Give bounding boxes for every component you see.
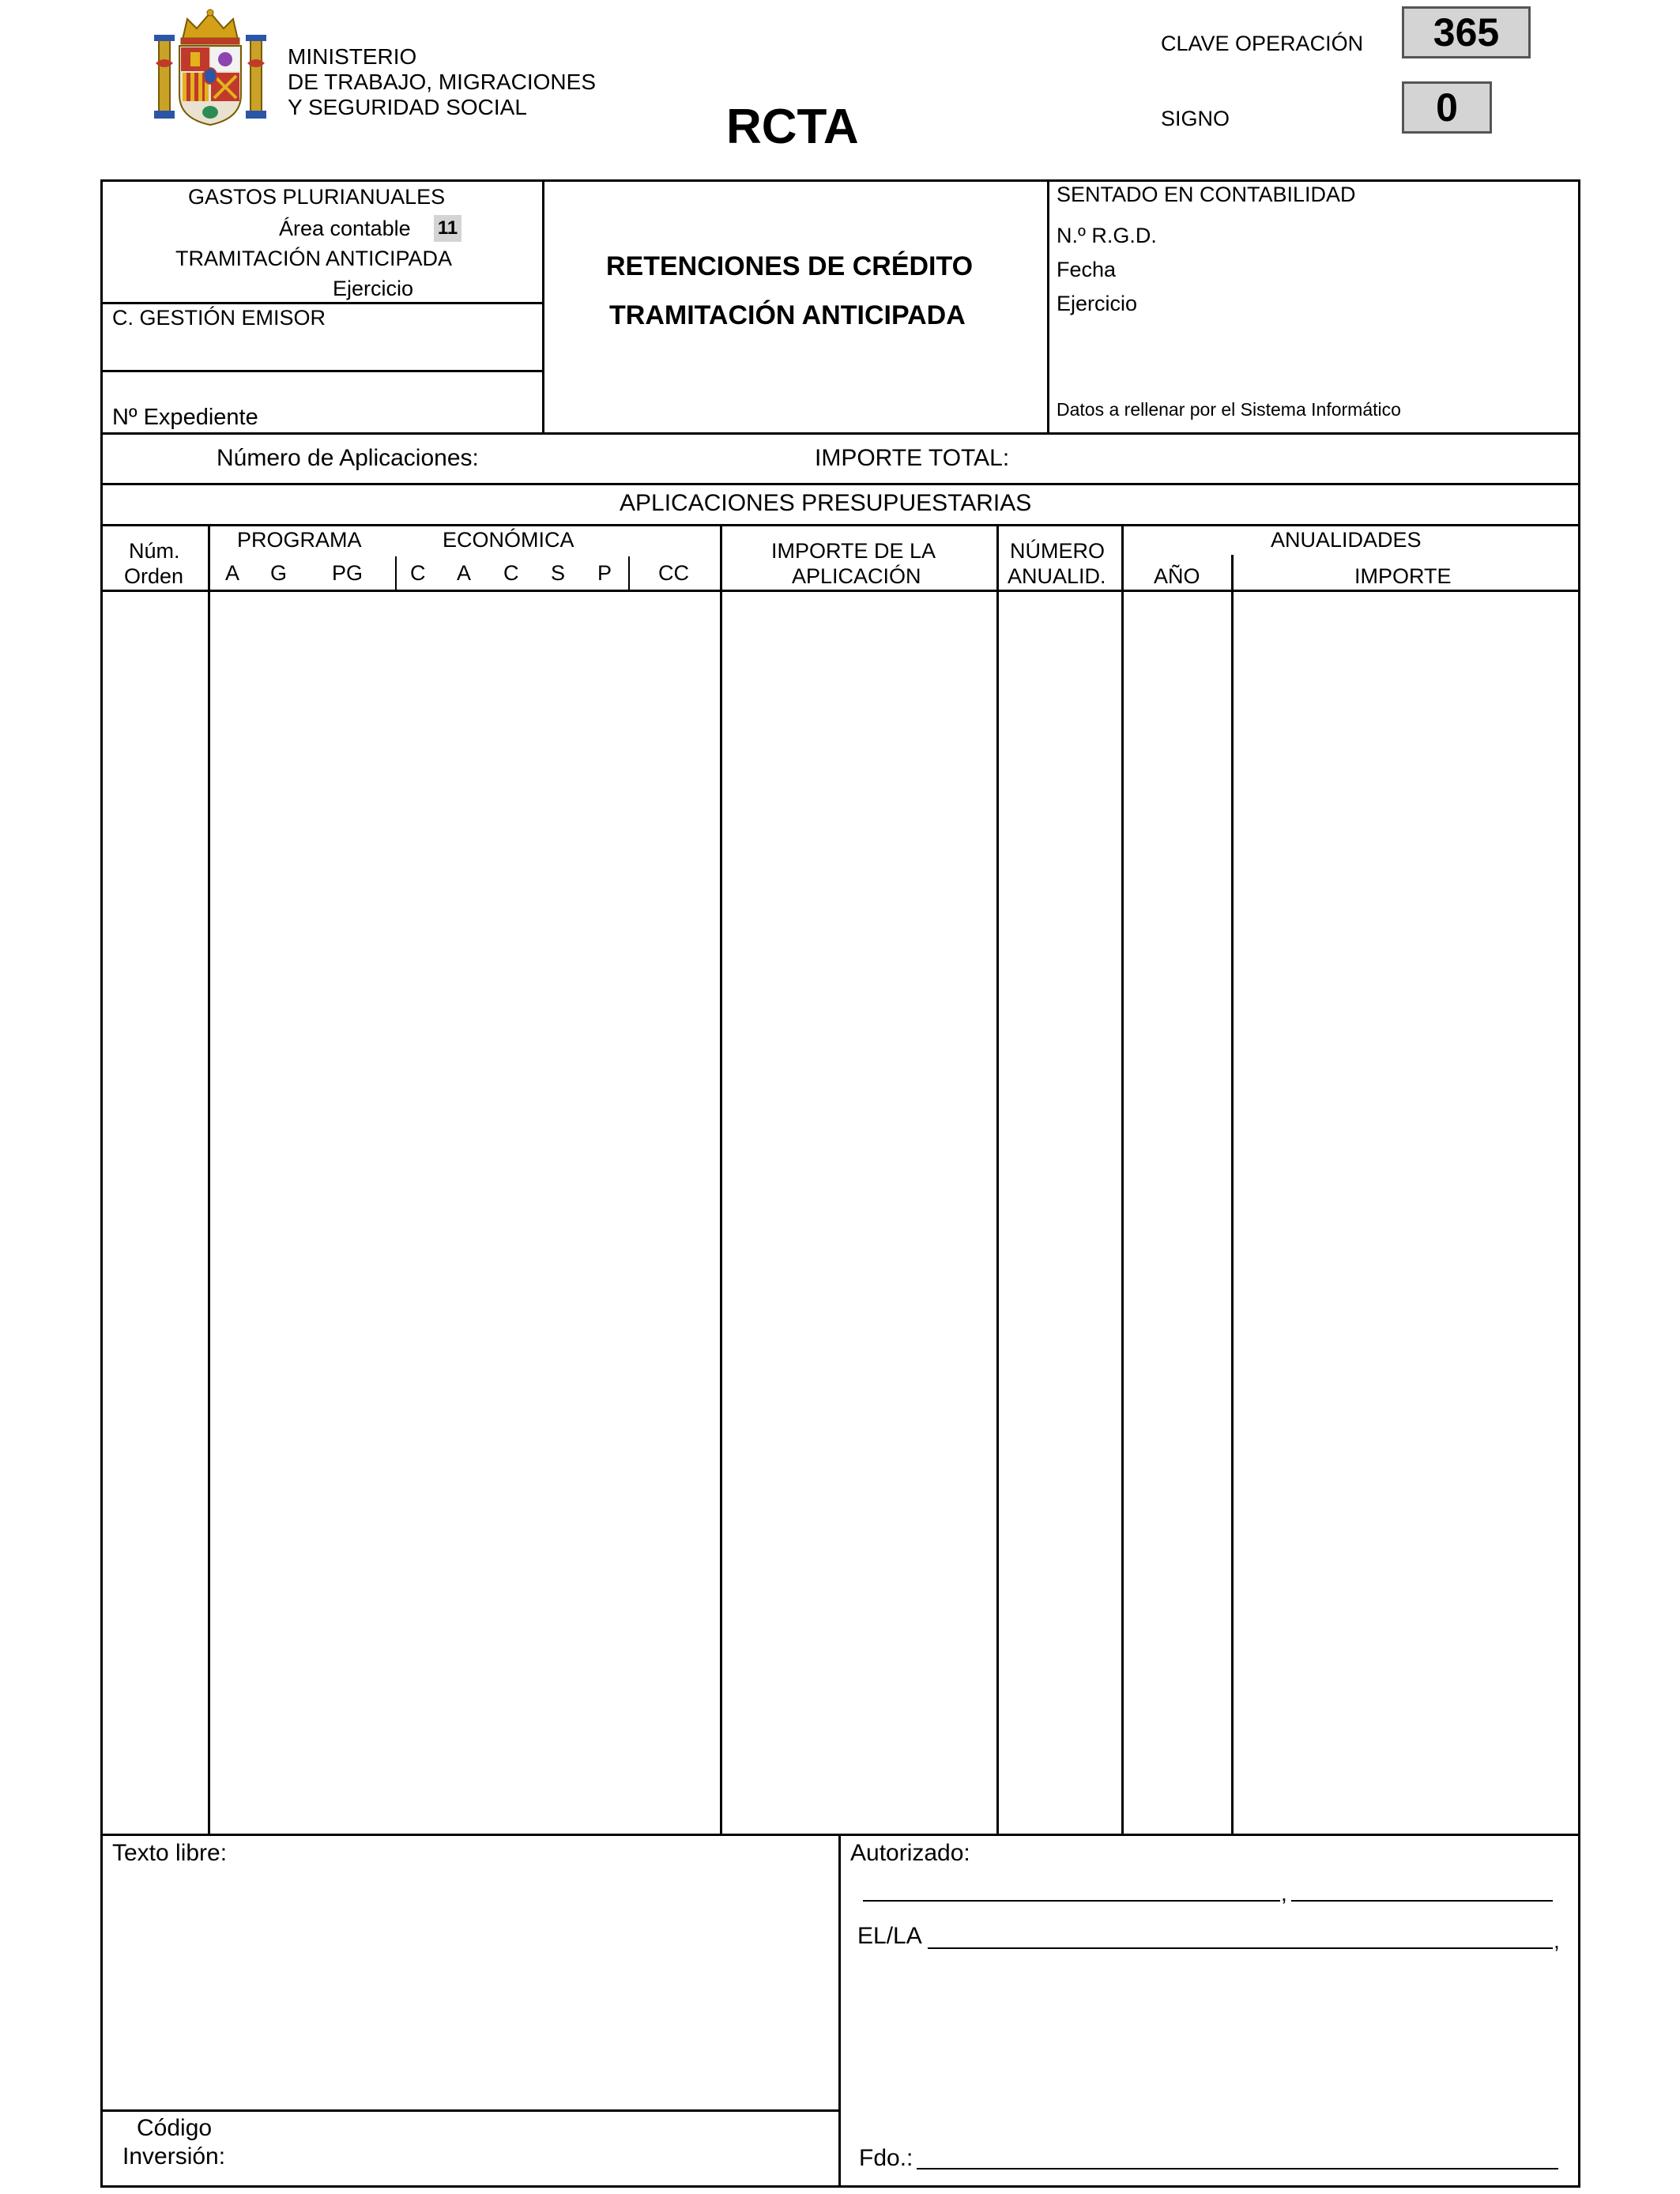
ministry-line-3: Y SEGURIDAD SOCIAL (288, 95, 527, 119)
ejercicio-label: Ejercicio (333, 277, 414, 300)
sistema-informatico-note: Datos a rellenar por el Sistema Informático (1057, 399, 1401, 420)
fecha-label: Fecha (1057, 258, 1117, 281)
clave-operacion-label: CLAVE OPERACIÓN (1161, 32, 1364, 55)
signature-comma-2: , (1554, 1928, 1560, 1953)
area-contable-label: Área contable (279, 217, 411, 240)
economica-header: ECONÓMICA (443, 528, 574, 552)
tramitacion-anticipada-title: TRAMITACIÓN ANTICIPADA (609, 300, 966, 330)
importe-aplicacion-header-1: IMPORTE DE LA (771, 539, 936, 563)
divider (100, 524, 1580, 526)
divider (100, 483, 1580, 485)
divider (1047, 179, 1049, 434)
anualidades-header: ANUALIDADES (1271, 528, 1422, 552)
sub-header-a2: A (457, 561, 472, 585)
importe-aplicacion-header-2: APLICACIÓN (792, 564, 921, 588)
num-orden-header-2: Orden (124, 564, 184, 588)
sentado-contabilidad-label: SENTADO EN CONTABILIDAD (1057, 183, 1356, 206)
column-divider (996, 524, 999, 1834)
clave-operacion-value: 365 (1402, 6, 1531, 58)
gestion-emisor-label: C. GESTIÓN EMISOR (112, 306, 326, 330)
num-orden-header-1: Núm. (129, 539, 180, 563)
footer-divider (838, 1834, 841, 2188)
ministry-line-2: DE TRABAJO, MIGRACIONES (288, 70, 596, 94)
anio-header: AÑO (1154, 564, 1200, 588)
divider (542, 179, 544, 434)
column-divider (720, 524, 722, 1834)
retenciones-credito-title: RETENCIONES DE CRÉDITO (606, 251, 974, 281)
column-divider (1121, 524, 1124, 1834)
footer-divider (100, 2109, 840, 2112)
divider (100, 370, 544, 372)
column-divider (208, 524, 210, 1834)
importe-total-label: IMPORTE TOTAL: (815, 445, 1010, 471)
ejercicio-right-label: Ejercicio (1057, 292, 1138, 315)
numero-aplicaciones-label: Número de Aplicaciones: (217, 445, 479, 471)
sub-header-c2: C (503, 561, 519, 585)
codigo-label: Código (137, 2115, 213, 2141)
signature-place-line[interactable] (863, 1900, 1280, 1902)
aplicaciones-presupuestarias-title: APLICACIONES PRESUPUESTARIAS (620, 490, 1032, 516)
sub-header-s: S (551, 561, 566, 585)
numero-anualid-header-1: NÚMERO (1010, 539, 1105, 563)
sub-header-g: G (270, 561, 288, 585)
gastos-plurianuales-label: GASTOS PLURIANUALES (188, 185, 446, 209)
sub-header-pg: PG (332, 561, 363, 585)
inversion-label: Inversión: (122, 2143, 226, 2169)
divider (100, 302, 544, 304)
area-contable-value: 11 (434, 215, 461, 242)
coat-of-arms-logo (153, 8, 268, 128)
autorizado-label: Autorizado: (850, 1840, 970, 1866)
sub-header-p: P (597, 561, 612, 585)
subcolumn-divider (628, 556, 630, 591)
el-la-line[interactable] (928, 1947, 1553, 1949)
rgd-label: N.º R.G.D. (1057, 224, 1157, 247)
fdo-label: Fdo.: (859, 2145, 913, 2171)
fdo-signature-line[interactable] (917, 2168, 1558, 2169)
divider (100, 590, 1580, 592)
signo-label: SIGNO (1161, 107, 1230, 130)
numero-anualid-header-2: ANUALID. (1008, 564, 1106, 588)
importe-anualidad-header: IMPORTE (1354, 564, 1452, 588)
signature-date-line[interactable] (1291, 1900, 1553, 1902)
texto-libre-label: Texto libre: (112, 1840, 228, 1866)
sub-header-cc: CC (658, 561, 689, 585)
sub-header-a: A (225, 561, 240, 585)
el-la-label: EL/LA (857, 1923, 922, 1949)
tramitacion-anticipada-label: TRAMITACIÓN ANTICIPADA (175, 247, 453, 270)
divider (100, 432, 1580, 435)
ministry-line-1: MINISTERIO (288, 44, 417, 69)
expediente-label: Nº Expediente (112, 405, 258, 430)
sub-header-c1: C (410, 561, 426, 585)
signature-comma-1: , (1281, 1881, 1287, 1906)
column-divider (1231, 555, 1234, 1834)
programa-header: PROGRAMA (237, 528, 362, 552)
form-code-title: RCTA (726, 100, 859, 154)
signo-value: 0 (1402, 81, 1492, 134)
subcolumn-divider (395, 556, 397, 591)
